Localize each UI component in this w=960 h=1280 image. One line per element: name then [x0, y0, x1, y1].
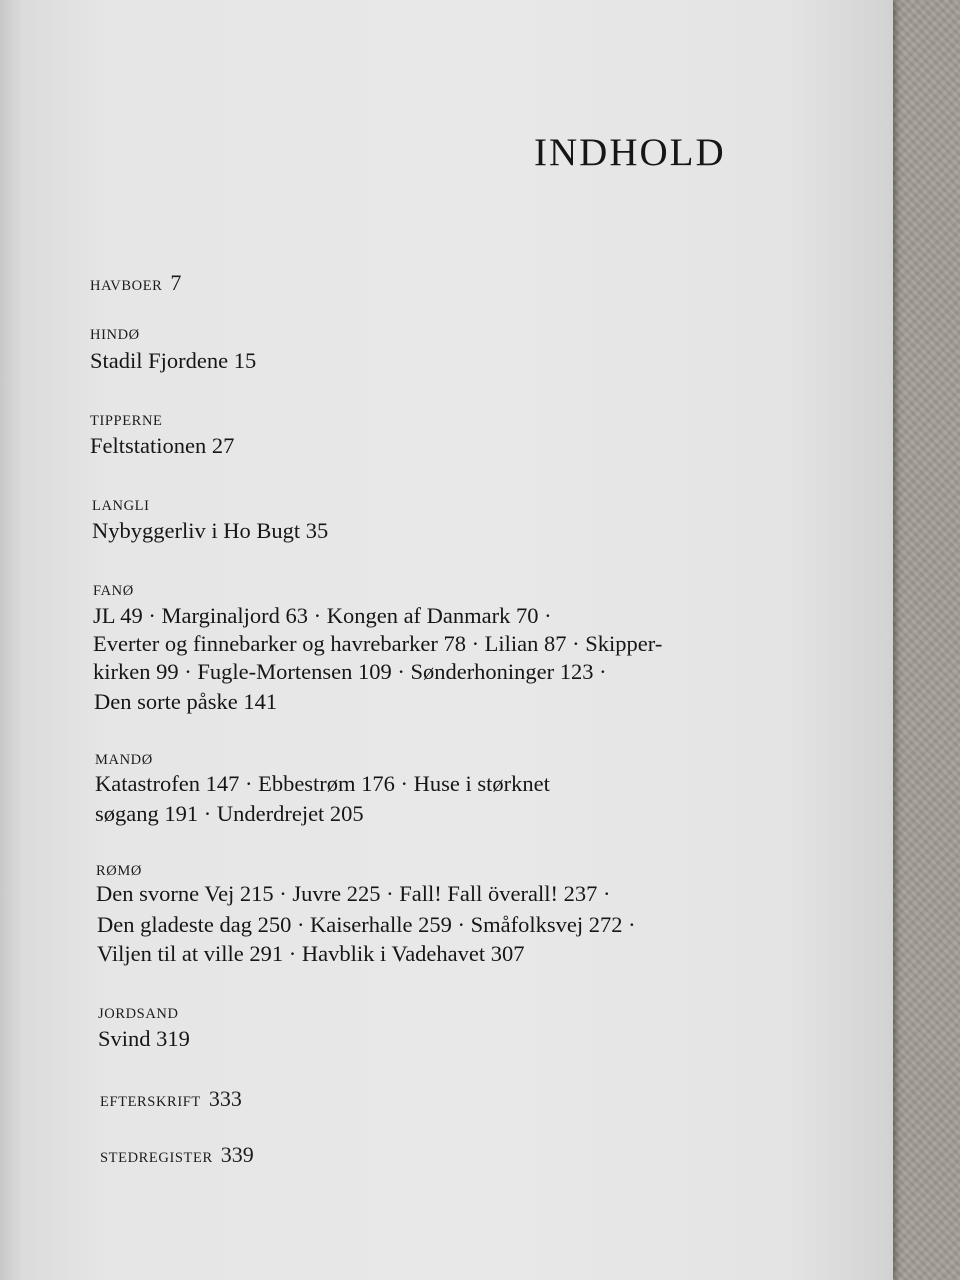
toc-heading-label: HAVBOER — [90, 278, 163, 294]
toc-entry-line: Katastrofen 147 · Ebbestrøm 176 · Huse i størknet — [95, 771, 550, 796]
toc-page-number: 7 — [170, 270, 182, 295]
toc-entry-line: Den sorte påske 141 — [94, 689, 278, 714]
toc-heading-jordsand: JORDSAND — [98, 1006, 179, 1022]
toc-entry-line: Everter og finnebarker og havrebarker 78 · Lilian 87 · Skipper- — [93, 631, 663, 656]
toc-entry-line: kirken 99 · Fugle-Mortensen 109 · Sønderhoninger 123 · — [93, 659, 607, 684]
toc-entry-line: Den gladeste dag 250 · Kaiserhalle 259 · Småfolksvej 272 · — [97, 912, 636, 937]
toc-entry-line: Svind 319 — [98, 1026, 190, 1051]
toc-heading-label: STEDREGISTER — [100, 1150, 213, 1166]
toc-heading-romo: RØMØ — [96, 863, 142, 879]
toc-entry-line: JL 49 · Marginaljord 63 · Kongen af Danmark 70 · — [93, 603, 552, 628]
page-gutter-shadow — [0, 0, 38, 1280]
toc-page-number: 339 — [220, 1142, 254, 1167]
toc-entry-line: Viljen til at ville 291 · Havblik i Vadehavet 307 — [97, 941, 525, 966]
toc-entry-line: Feltstationen 27 — [90, 433, 235, 458]
toc-heading-langli: LANGLI — [92, 498, 150, 514]
toc-heading-label: EFTERSKRIFT — [100, 1094, 201, 1110]
toc-heading-efterskrift — [100, 1086, 242, 1112]
toc-heading-mando: MANDØ — [95, 752, 153, 768]
toc-heading-fano: FANØ — [93, 583, 134, 599]
toc-heading-stedregister — [100, 1142, 254, 1168]
toc-heading-tipperne: TIPPERNE — [90, 413, 163, 429]
toc-heading-hindo: HINDØ — [90, 327, 140, 343]
toc-entry-line: Den svorne Vej 215 · Juvre 225 · Fall! Fall överall! 237 · — [96, 881, 611, 906]
toc-page-number: 333 — [208, 1086, 242, 1111]
toc-entry-line: Stadil Fjordene 15 — [90, 348, 257, 373]
page-title: INDHOLD — [534, 131, 726, 174]
toc-entry-line: søgang 191 · Underdrejet 205 — [95, 801, 364, 826]
toc-heading-havboer — [90, 270, 181, 296]
toc-entry-line: Nybyggerliv i Ho Bugt 35 — [92, 518, 329, 543]
